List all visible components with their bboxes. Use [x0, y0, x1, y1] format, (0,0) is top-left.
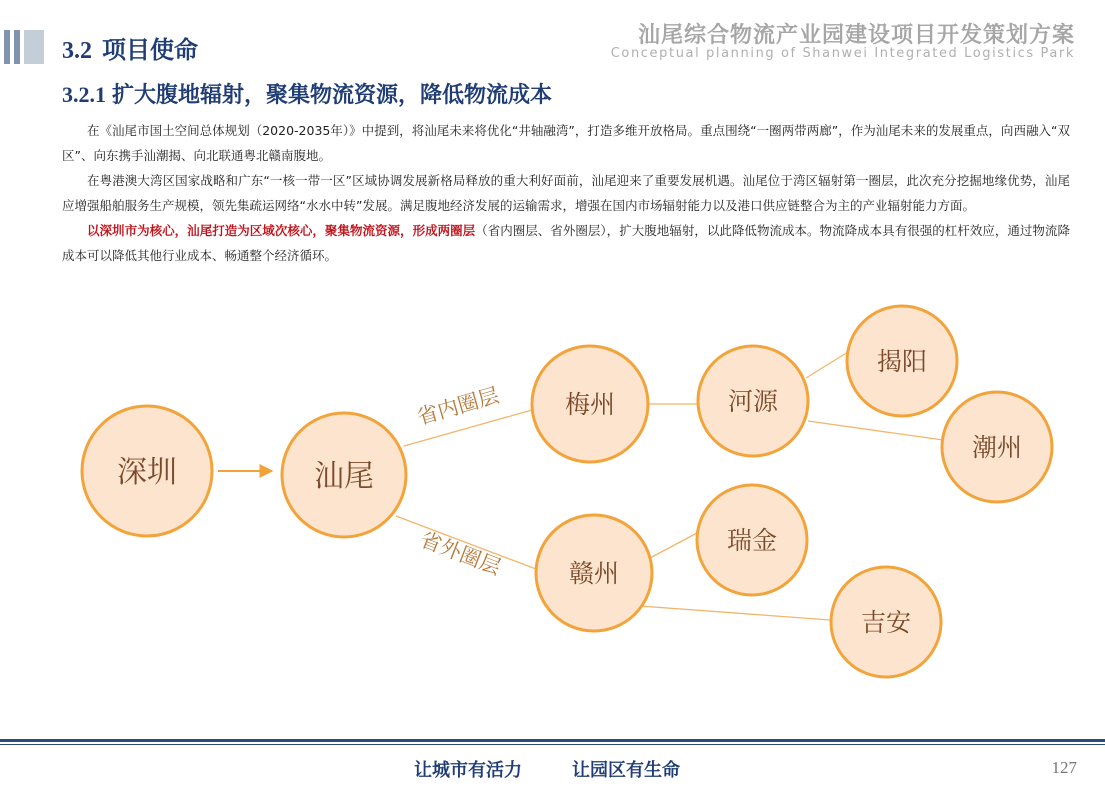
node-chaozhou	[942, 392, 1052, 502]
paragraph-2: 在粤港澳大湾区国家战略和广东“一核一带一区”区域协调发展新格局释放的重大利好面前，汕尾迎来了重要发展机遇。汕尾位于湾区辐射第一圈层，此次充分挖掘地缘优势，汕尾应增强船舶服务生产规模，领先集疏运网络“水水中转”发展。满足腹地经济发展的运输需求，增强在国内市场辐射能力以及港口供应链整合为主的产业辐射能力方面。	[62, 173, 1070, 213]
subsection-title-text: 扩大腹地辐射，聚集物流资源，降低物流成本	[112, 83, 553, 108]
accent-bar-light	[24, 30, 44, 64]
line-ganzhou-ruijin	[650, 533, 697, 558]
node-ruijin	[697, 485, 807, 595]
document-subtitle: Conceptual planning of Shanwei Integrated Logistics Park	[610, 46, 1075, 61]
label-in-province: 省内圈层	[414, 383, 502, 430]
footer-slogan-1: 让城市有活力	[414, 760, 522, 781]
footer-slogan-2: 让园区有生命	[572, 760, 680, 781]
node-jieyang-label: 揭阳	[876, 347, 928, 376]
node-heyuan-label: 河源	[727, 387, 779, 416]
footer-divider-thin	[0, 744, 1105, 745]
node-shenzhen-label: 深圳	[117, 455, 177, 490]
radiation-diagram	[0, 290, 1105, 690]
body-text	[62, 118, 1070, 268]
label-out-province: 省外圈层	[416, 527, 505, 580]
section-title-text: 项目使命	[102, 36, 198, 64]
footer-divider	[0, 739, 1105, 742]
section-title	[62, 30, 198, 65]
paragraph-3-highlight: 以深圳市为核心，汕尾打造为区域次核心，聚集物流资源，形成两圈层	[87, 223, 476, 238]
page-number: 127	[1051, 758, 1077, 777]
node-ganzhou	[536, 515, 652, 631]
node-jieyang	[847, 306, 957, 416]
subsection-title	[62, 78, 552, 109]
line-heyuan-jieyang	[806, 352, 848, 378]
paragraph-1: 在《汕尾市国土空间总体规划（2020-2035年）》中提到，将汕尾未来将优化“井轴融湾”，打造多维开放格局。重点围绕“一圈两带两廊”，作为汕尾未来的发展重点，向西融入“双区”、向东携手汕潮揭、向北联通粤北赣南腹地。	[62, 123, 1070, 163]
accent-bar-dark-2	[14, 30, 20, 64]
node-shenzhen	[82, 406, 212, 536]
document-title: 汕尾综合物流产业园建设项目开发策划方案	[637, 23, 1075, 48]
node-heyuan	[698, 346, 808, 456]
paragraph-3	[62, 218, 1070, 268]
paragraph-3-rest: （省内圈层、省外圈层），扩大腹地辐射，以此降低物流成本。物流降成本具有很强的杠杆效应，通过物流降成本可以降低其他行业成本、畅通整个经济循环。	[62, 223, 1070, 263]
node-shanwei	[282, 413, 406, 537]
node-ganzhou-label: 赣州	[568, 559, 620, 588]
node-chaozhou-label: 潮州	[971, 433, 1023, 462]
line-ganzhou-jian	[640, 606, 830, 620]
line-heyuan-chaozhou	[808, 421, 943, 440]
node-meizhou	[532, 346, 648, 462]
accent-bar-dark-1	[4, 30, 10, 64]
subsection-number: 3.2.1	[62, 82, 106, 107]
node-meizhou-label: 梅州	[564, 390, 616, 419]
node-jian-label: 吉安	[860, 608, 912, 637]
section-number: 3.2	[62, 38, 92, 64]
node-ruijin-label: 瑞金	[726, 526, 778, 555]
node-jian	[831, 567, 941, 677]
node-shanwei-label: 汕尾	[314, 459, 374, 494]
